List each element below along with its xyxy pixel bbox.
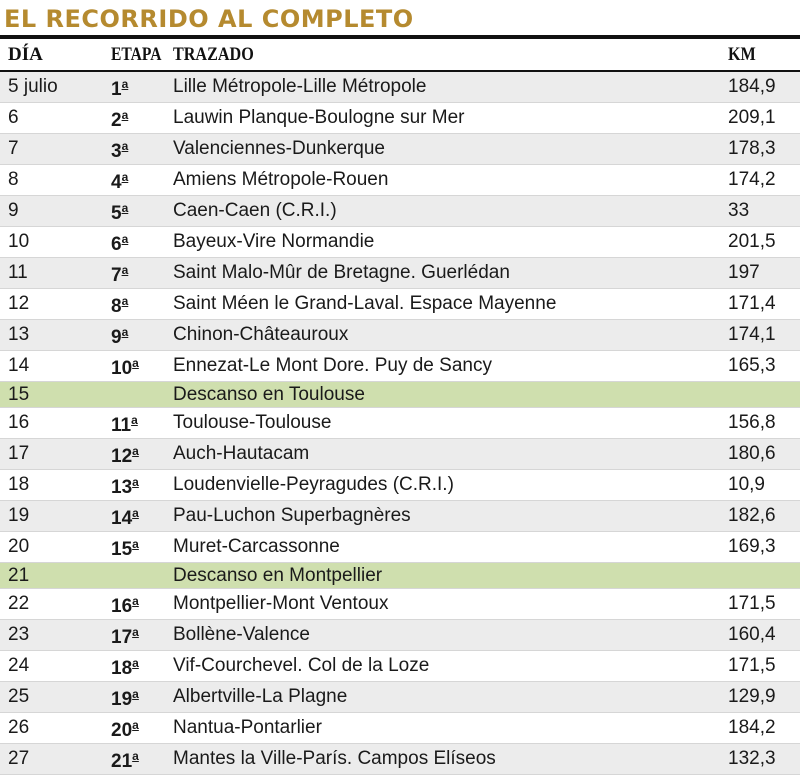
stage-ordinal-suffix: a (121, 201, 129, 215)
cell-stage (111, 563, 173, 589)
stage-number: 10 (111, 358, 133, 379)
stage-ordinal-suffix: a (131, 413, 138, 428)
cell-km: 33 (728, 196, 800, 227)
cell-stage (111, 620, 173, 651)
cell-route: Bayeux-Vire Normandie (173, 227, 728, 258)
cell-km (728, 563, 800, 589)
cell-km: 174,1 (728, 320, 800, 351)
cell-route: Descanso en Montpellier (173, 563, 728, 589)
cell-stage (111, 439, 173, 470)
stage-number: 8 (111, 296, 122, 317)
cell-route: Montpellier-Mont Ventoux (173, 589, 728, 620)
cell-stage (111, 408, 173, 439)
column-header-km: KM (728, 39, 800, 71)
stage-ordinal-suffix: a (121, 108, 129, 122)
stage-ordinal-suffix: a (121, 139, 129, 153)
stage-ordinal-suffix: a (121, 325, 129, 339)
cell-km: 171,5 (728, 589, 800, 620)
table-row (0, 620, 800, 651)
cell-day: 21 (0, 563, 111, 589)
cell-stage (111, 289, 173, 320)
stage-ordinal-suffix: a (132, 506, 139, 521)
stage-number: 18 (111, 658, 133, 680)
cell-day: 12 (0, 289, 111, 320)
cell-stage (111, 382, 173, 408)
cell-route: Nantua-Pontarlier (173, 713, 728, 744)
cell-km: 180,6 (728, 439, 800, 470)
cell-day: 15 (0, 382, 111, 408)
cell-day: 26 (0, 713, 111, 744)
cell-route: Loudenvielle-Peyragudes (C.R.I.) (173, 470, 728, 501)
cell-km: 165,3 (728, 351, 800, 382)
cell-km: 10,9 (728, 470, 800, 501)
stages-table (0, 39, 800, 775)
stage-number: 2 (111, 110, 122, 131)
page-title: EL RECORRIDO AL COMPLETO (4, 5, 414, 33)
cell-stage (111, 71, 173, 103)
stage-number: 6 (111, 234, 122, 255)
column-header-stage: ETAPA (111, 39, 173, 71)
table-row (0, 744, 800, 775)
cell-km: 132,3 (728, 744, 800, 775)
stage-number: 14 (111, 508, 133, 530)
table-row (0, 713, 800, 744)
cell-route: Vif-Courchevel. Col de la Loze (173, 651, 728, 682)
cell-day: 24 (0, 651, 111, 682)
cell-stage (111, 682, 173, 713)
stage-ordinal-suffix: a (132, 625, 139, 640)
table-row (0, 439, 800, 470)
stage-number: 15 (111, 539, 133, 561)
cell-route: Ennezat-Le Mont Dore. Puy de Sancy (173, 351, 728, 382)
stage-number: 5 (111, 203, 122, 224)
rest-day-row (0, 563, 800, 589)
stage-number: 21 (111, 751, 133, 773)
cell-stage (111, 134, 173, 165)
cell-stage (111, 501, 173, 532)
table-row (0, 227, 800, 258)
cell-route: Caen-Caen (C.R.I.) (173, 196, 728, 227)
table-row (0, 351, 800, 382)
cell-day: 18 (0, 470, 111, 501)
cell-route: Mantes la Ville-París. Campos Elíseos (173, 744, 728, 775)
cell-km: 171,5 (728, 651, 800, 682)
stage-ordinal-suffix: a (121, 77, 129, 91)
cell-stage (111, 103, 173, 134)
stage-ordinal-suffix: a (132, 537, 139, 552)
stage-number: 9 (111, 327, 122, 348)
cell-day: 5 julio (0, 71, 111, 103)
stage-ordinal-suffix: a (132, 444, 139, 459)
table-row (0, 258, 800, 289)
cell-km: 201,5 (728, 227, 800, 258)
cell-stage (111, 227, 173, 258)
cell-day: 23 (0, 620, 111, 651)
cell-route: Pau-Luchon Superbagnères (173, 501, 728, 532)
stage-number: 4 (111, 172, 122, 193)
cell-km: 174,2 (728, 165, 800, 196)
cell-stage (111, 651, 173, 682)
table-row (0, 682, 800, 713)
stage-ordinal-suffix: a (121, 232, 129, 246)
stage-number: 11 (111, 415, 132, 437)
stage-number: 17 (111, 627, 133, 649)
column-header-route: TRAZADO (173, 39, 728, 71)
cell-day: 7 (0, 134, 111, 165)
cell-route: Albertville-La Plagne (173, 682, 728, 713)
cell-route: Auch-Hautacam (173, 439, 728, 470)
stage-number: 13 (111, 477, 133, 499)
table-header-row (0, 39, 800, 71)
cell-km: 160,4 (728, 620, 800, 651)
cell-stage (111, 589, 173, 620)
cell-day: 22 (0, 589, 111, 620)
stage-number: 16 (111, 596, 133, 618)
cell-route: Descanso en Toulouse (173, 382, 728, 408)
cell-km: 184,2 (728, 713, 800, 744)
cell-km: 156,8 (728, 408, 800, 439)
stage-number: 7 (111, 265, 122, 286)
cell-km (728, 382, 800, 408)
cell-day: 19 (0, 501, 111, 532)
cell-route: Chinon-Châteauroux (173, 320, 728, 351)
stage-ordinal-suffix: a (132, 749, 139, 764)
stage-number: 3 (111, 141, 122, 162)
table-row (0, 651, 800, 682)
cell-day: 14 (0, 351, 111, 382)
cell-route: Toulouse-Toulouse (173, 408, 728, 439)
cell-km: 184,9 (728, 71, 800, 103)
cell-day: 9 (0, 196, 111, 227)
cell-stage (111, 470, 173, 501)
cell-stage (111, 744, 173, 775)
stage-ordinal-suffix: a (121, 294, 129, 308)
cell-route: Bollène-Valence (173, 620, 728, 651)
cell-stage (111, 351, 173, 382)
cell-day: 11 (0, 258, 111, 289)
table-row (0, 501, 800, 532)
column-header-day: DÍA (0, 39, 111, 71)
cell-route: Saint Méen le Grand-Laval. Espace Mayenne (173, 289, 728, 320)
cell-day: 16 (0, 408, 111, 439)
cell-stage (111, 258, 173, 289)
cell-route: Lille Métropole-Lille Métropole (173, 71, 728, 103)
cell-route: Saint Malo-Mûr de Bretagne. Guerlédan (173, 258, 728, 289)
cell-route: Lauwin Planque-Boulogne sur Mer (173, 103, 728, 134)
table-row (0, 589, 800, 620)
stage-ordinal-suffix: a (132, 656, 139, 671)
cell-km: 171,4 (728, 289, 800, 320)
cell-day: 13 (0, 320, 111, 351)
cell-km: 197 (728, 258, 800, 289)
cell-km: 209,1 (728, 103, 800, 134)
cell-stage (111, 165, 173, 196)
cell-day: 27 (0, 744, 111, 775)
cell-km: 169,3 (728, 532, 800, 563)
table-row (0, 134, 800, 165)
table-row (0, 71, 800, 103)
stage-ordinal-suffix: a (132, 687, 139, 702)
cell-day: 8 (0, 165, 111, 196)
cell-stage (111, 320, 173, 351)
stage-ordinal-suffix: a (132, 594, 139, 609)
table-row (0, 320, 800, 351)
cell-day: 20 (0, 532, 111, 563)
table-row (0, 470, 800, 501)
cell-stage (111, 196, 173, 227)
table-row (0, 289, 800, 320)
stage-ordinal-suffix: a (132, 356, 139, 370)
cell-stage (111, 713, 173, 744)
cell-day: 10 (0, 227, 111, 258)
stage-ordinal-suffix: a (132, 475, 139, 490)
stage-number: 20 (111, 720, 133, 742)
stage-ordinal-suffix: a (132, 718, 139, 733)
stage-number: 19 (111, 689, 133, 711)
table-row (0, 408, 800, 439)
cell-route: Muret-Carcassonne (173, 532, 728, 563)
rest-day-row (0, 382, 800, 408)
cell-day: 25 (0, 682, 111, 713)
cell-route: Valenciennes-Dunkerque (173, 134, 728, 165)
stage-number: 12 (111, 446, 133, 468)
cell-km: 129,9 (728, 682, 800, 713)
table-row (0, 165, 800, 196)
cell-day: 6 (0, 103, 111, 134)
stage-ordinal-suffix: a (121, 170, 129, 184)
cell-day: 17 (0, 439, 111, 470)
cell-km: 182,6 (728, 501, 800, 532)
cell-stage (111, 532, 173, 563)
table-row (0, 532, 800, 563)
stage-ordinal-suffix: a (121, 263, 129, 277)
cell-route: Amiens Métropole-Rouen (173, 165, 728, 196)
table-row (0, 103, 800, 134)
table-row (0, 196, 800, 227)
stage-number: 1 (111, 79, 122, 100)
cell-km: 178,3 (728, 134, 800, 165)
